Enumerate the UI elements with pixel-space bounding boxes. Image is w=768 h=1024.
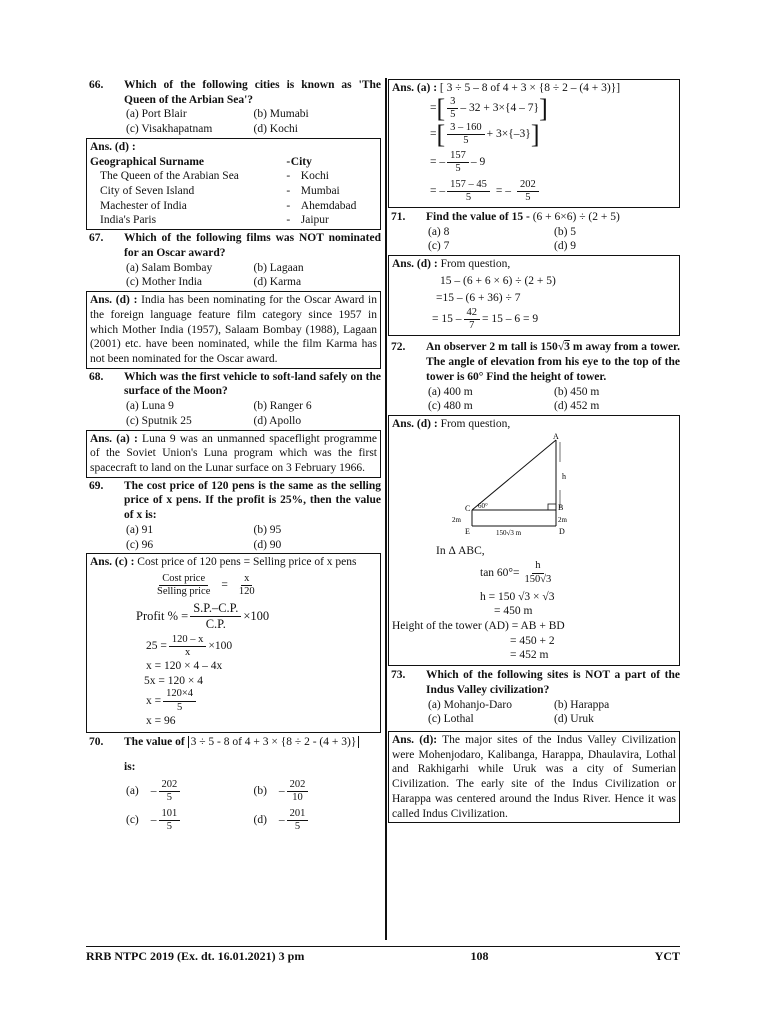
question-text: Which of the following cities is known as 'The Queen of the Arbian Sea'? [124, 79, 381, 106]
option-d: (d) Kochi [253, 123, 298, 136]
option-b: (b) Harappa [554, 698, 610, 711]
option-b: (b) 450 m [554, 385, 600, 398]
table-row: City of Seven Island - Mumbai [100, 185, 340, 198]
formula-x: x = $\frac{120\times 4}{5}$ [90, 688, 377, 713]
step-line: 15 – (6 + 6 × 6) ÷ (2 + 5) [440, 274, 556, 287]
step-1: = [ $\frac{3}{5}$ – 32 + 3×{4 – 7} ] [430, 93, 548, 123]
question-70 [86, 735, 381, 774]
options-69 [86, 523, 381, 552]
step-line: Height of the tower (AD) = AB + BD [392, 620, 565, 632]
option-b: (b) Mumabi [253, 108, 309, 121]
table-row: The Queen of the Arabian Sea - Kochi [100, 170, 329, 183]
surname-table [90, 155, 377, 229]
option-d: (d) 452 m [554, 400, 600, 413]
question-text: Find the value of 15 - [426, 210, 530, 223]
page-number: 108 [470, 949, 489, 963]
footer-publisher: YCT [654, 949, 680, 963]
question-expression: 3 ÷ 5 - 8 of 4 + 3 × {8 ÷ 2 - (4 + 3)} [188, 736, 360, 748]
formula-ratio: $\frac{\text{Cost price}}{\text{Selling price}}$ = $\frac{x}{120}$ [157, 573, 255, 598]
tan-formula: tan 60°= $\frac{h}{150√3}$ [480, 560, 552, 585]
step-line: 5x = 120 × 4 [144, 674, 203, 687]
question-68 [86, 370, 381, 399]
option-b: (b) Ranger 6 [253, 400, 312, 413]
right-column [388, 78, 680, 824]
answer-73 [388, 731, 680, 823]
step-line: = 452 m [510, 649, 549, 662]
page-footer [86, 946, 680, 964]
options-66 [86, 107, 381, 136]
answer-label: Ans. (a) : [392, 82, 438, 94]
answer-label: Ans. (d): [392, 734, 438, 747]
question-text-end: is: [124, 761, 136, 773]
label-c: C [465, 503, 471, 513]
option-c: (c) Mother India [126, 276, 202, 289]
question-number: 68. [89, 370, 104, 383]
answer-label: Ans. (d) : [392, 418, 438, 430]
answer-text: The major sites of the Indus Valley Civilization were Mohenjodaro, Kalibanga, Harappa, Dhaulavira, Lothal and Rakhigarhi while Uruk was a city of Sumerian Civilization. The early site of the Indus Civilization or Harappa was centered around the Indus River. Hence it was called Indus Civilization. [392, 734, 677, 820]
answer-expression: [ 3 ÷ 5 – 8 of 4 + 3 × {8 ÷ 2 – (4 + 3)}] [439, 82, 621, 94]
options-67 [86, 261, 381, 290]
option-d: (d) Karma [253, 276, 302, 289]
option-d: (d) 9 [554, 240, 577, 253]
answer-68 [86, 430, 381, 478]
option-c: (c) Visakhapatnam [126, 123, 213, 136]
footer-exam-info: RRB NTPC 2019 (Ex. dt. 16.01.2021) 3 pm [86, 949, 305, 963]
answer-label: Ans. (d) : [90, 140, 136, 153]
step-line: = 450 + 2 [510, 634, 555, 647]
step-4: = – $\frac{157 - 45}{5}$ = – $\frac{202}{5}$ [392, 179, 676, 204]
label-h: h [562, 471, 566, 481]
step-line: In Δ ABC, [436, 544, 485, 557]
question-text: Which was the first vehicle to soft-land safely on the surface of the Moon? [124, 370, 381, 398]
option-c: (c) 7 [428, 240, 450, 253]
question-text: The cost price of 120 pens is the same as the selling price of x pens. If the profit is 25%, then the value of x is: [124, 479, 381, 522]
formula-25: 25 = $\frac{120 - x}{x}$ ×100 [146, 633, 233, 658]
left-column [86, 78, 381, 833]
option-a: (a) Mohanjo-Daro [428, 698, 512, 711]
question-number: 67. [89, 232, 104, 245]
option-c: (c) Lothal [428, 713, 474, 726]
question-text: Which of the following films was NOT nominated for an Oscar award? [124, 232, 381, 259]
column-divider [385, 78, 387, 940]
answer-text: From question, [440, 418, 511, 430]
answer-text: From question, [440, 258, 511, 271]
label-a: A [553, 431, 559, 441]
answer-text: India has been nominating for the Oscar Award in the foreign language feature film category since 1957 in which Mother India (1957), Salaam Bombay (1988), Lagaan (2001) etc. have been nominated, while the film Karma has not been nominated for the Oscar award. [90, 294, 377, 365]
option-c: (c) Sputnik 25 [126, 414, 192, 427]
step-line: = 15 – $\frac{42}{7}$ = 15 – 6 = 9 [432, 307, 539, 332]
option-c: (c) 96 [126, 538, 154, 551]
question-expression: (6 + 6×6) ÷ (2 + 5) [532, 210, 620, 223]
option-a: (a) 91 [126, 523, 154, 536]
step-line: x = 120 × 4 – 4x [146, 660, 223, 672]
question-text: m away from a tower. The angle of elevation from his eye to the top of the tower is 60° Find the height of tower. [426, 341, 680, 383]
option-d: (d) – $\frac{201}{5}$ [254, 808, 382, 833]
table-header: Geographical Surname - City [90, 155, 312, 168]
options-73 [388, 698, 680, 727]
answer-70 [388, 79, 680, 208]
step-line: =15 – (6 + 36) ÷ 7 [436, 291, 521, 304]
options-68 [86, 399, 381, 428]
right-angle-mark [548, 504, 556, 510]
option-d: (d) Uruk [554, 713, 594, 726]
answer-text: Luna 9 was an unmanned spaceflight programme of the Soviet Union's Luna program which was the first spacecraft to land on the Lunar surface on 3 February 1966. [90, 432, 378, 474]
question-text: Which of the following sites is NOT a part of the Indus Valley civilization? [426, 669, 680, 696]
answer-label: Ans. (d) : [392, 258, 438, 271]
options-72 [388, 385, 680, 414]
option-d: (d) Apollo [253, 414, 302, 427]
question-69 [86, 479, 381, 523]
label-d: D [559, 526, 565, 536]
formula-profit: Profit % = $\frac{S.P.-C.P.}{C.P.}$ ×100 [136, 601, 270, 631]
step-2: = [ $\frac{3 - 160}{5}$ + 3×{–3} ] [430, 119, 540, 149]
answer-label: Ans. (d) : [90, 294, 138, 307]
options-70 [86, 779, 381, 833]
option-a: (a) Luna 9 [126, 400, 174, 413]
question-73 [388, 668, 680, 697]
option-c: (c) 480 m [428, 400, 473, 413]
option-b: (b) 5 [554, 225, 577, 238]
question-number: 66. [89, 79, 104, 91]
option-a: (a) – $\frac{202}{5}$ [126, 779, 254, 804]
step-line: x = 96 [146, 714, 176, 727]
option-a: (a) Salam Bombay [126, 261, 213, 274]
question-number: 73. [391, 669, 406, 682]
option-b: (b) 95 [253, 523, 282, 536]
step-line: = 450 m [494, 605, 533, 618]
label-bd-height: 2m [558, 515, 567, 524]
option-a: (a) Port Blair [126, 108, 187, 121]
question-71 [388, 210, 680, 225]
option-b: (b) Lagaan [253, 261, 304, 274]
step-line: h = 150 √3 × √3 [480, 590, 555, 603]
label-b: B [558, 502, 564, 512]
answer-66 [86, 138, 381, 230]
question-66 [86, 78, 381, 107]
options-71 [388, 225, 680, 254]
question-72: 72. An observer 2 m tall is 150√3 m away from a tower. The angle of elevation from his eye to the top of the tower is 60° Find the height of tower. [391, 341, 680, 383]
label-angle: 60° [478, 501, 488, 510]
answer-69 [86, 553, 381, 733]
option-d: (d) 90 [253, 538, 282, 551]
answer-text: Cost price of 120 pens = Selling price of x pens [137, 556, 357, 569]
answer-label: Ans. (a) : [90, 432, 138, 445]
table-row: India's Paris - Jaipur [100, 214, 329, 227]
line-of-sight [472, 440, 556, 510]
answer-71 [388, 255, 680, 336]
table-row: Machester of India - Ahemdabad [100, 199, 357, 212]
option-b: (b) – $\frac{202}{10}$ [254, 779, 382, 804]
question-67 [86, 231, 381, 260]
option-a: (a) 400 m [428, 385, 473, 398]
option-c: (c) – $\frac{101}{5}$ [126, 808, 254, 833]
answer-67 [86, 291, 381, 369]
label-observer-height: 2m [452, 515, 461, 524]
question-number: 69. [89, 479, 104, 492]
tower-diagram [432, 432, 612, 544]
question-text: The value of [124, 736, 185, 749]
exam-page [86, 78, 680, 968]
answer-72 [388, 415, 680, 666]
option-a: (a) 8 [428, 225, 450, 238]
answer-label: Ans. (c) : [90, 556, 135, 569]
label-distance: 150√3 m [496, 528, 522, 537]
label-e: E [465, 526, 470, 536]
step-3: = – $\frac{157}{5}$ – 9 [430, 149, 486, 174]
question-number: 71. [391, 210, 406, 223]
question-number: 72. [391, 341, 406, 354]
question-number: 70. [89, 736, 104, 749]
